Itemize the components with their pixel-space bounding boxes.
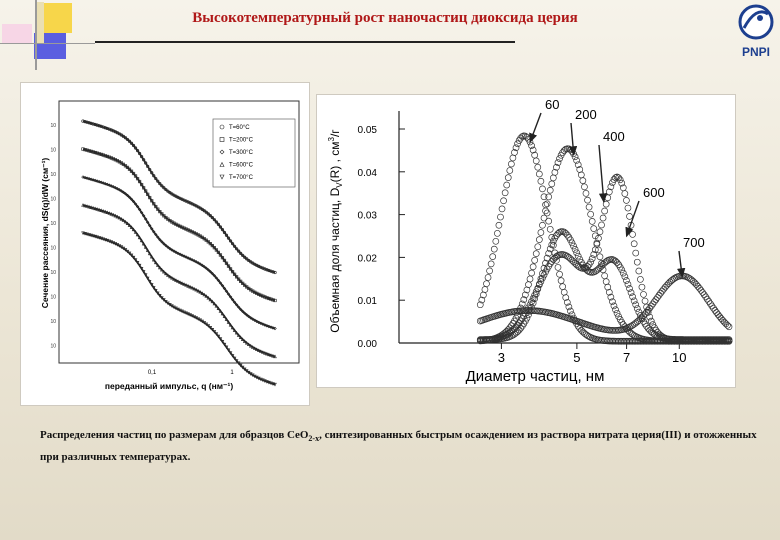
- right-data-point: [508, 161, 514, 167]
- left-y-tick: 10: [50, 245, 56, 252]
- right-data-point: [529, 270, 535, 276]
- right-y-tick-label: 0.05: [357, 125, 377, 136]
- right-data-point: [648, 318, 654, 324]
- right-data-point: [560, 284, 566, 290]
- right-data-point: [507, 168, 513, 174]
- right-data-point: [599, 222, 605, 228]
- right-data-point: [633, 250, 639, 256]
- right-y-tick-label: 0.01: [357, 296, 377, 308]
- right-data-point: [536, 237, 542, 243]
- right-arrow: [530, 113, 541, 142]
- right-x-axis-label: Диаметр частиц, нм: [465, 368, 605, 385]
- right-data-point: [715, 312, 721, 318]
- left-y-tick-group: [50, 123, 56, 350]
- right-data-point: [487, 268, 493, 274]
- title-divider: [95, 41, 515, 43]
- right-series-label: 400: [603, 129, 625, 144]
- right-data-point: [547, 226, 553, 232]
- right-data-point: [543, 208, 549, 214]
- right-data-point: [662, 284, 668, 290]
- left-legend-label: T=200°C: [229, 137, 253, 144]
- right-data-point: [640, 291, 646, 297]
- right-data-point: [642, 298, 648, 304]
- right-data-point: [622, 191, 628, 197]
- right-data-point: [696, 285, 702, 291]
- right-data-point: [536, 171, 542, 177]
- right-x-tick-label: 5: [573, 350, 581, 365]
- right-y-axis-label: Объемная доля частиц, $D_V(R)$ , $см^3/г$: [327, 129, 344, 333]
- size-distribution-chart-panel: [316, 94, 736, 388]
- right-data-point: [538, 178, 544, 184]
- right-data-point: [535, 244, 541, 250]
- right-data-point: [546, 194, 552, 200]
- right-x-tick-group: [498, 343, 687, 365]
- left-legend-label: T=600°C: [229, 162, 253, 169]
- right-data-point: [585, 197, 591, 203]
- left-y-tick: 10: [50, 270, 56, 276]
- left-y-axis-label: Сечение рассеяния, dS(q)/dW (см⁻¹): [40, 157, 50, 309]
- right-data-point: [630, 294, 636, 300]
- atom-orbit-icon: [740, 6, 772, 38]
- right-data-point: [557, 271, 563, 277]
- right-data-point: [602, 208, 608, 214]
- right-data-point: [491, 246, 497, 252]
- right-data-point: [633, 302, 639, 308]
- right-data-point: [597, 254, 603, 260]
- right-y-tick-label: 0.00: [357, 339, 377, 350]
- right-data-point: [558, 278, 564, 284]
- right-data-point: [530, 264, 536, 270]
- right-data-point: [628, 290, 634, 296]
- right-data-point: [533, 158, 539, 164]
- logo-text: PNPI: [741, 45, 771, 59]
- right-data-point: [505, 175, 511, 181]
- right-data-point: [639, 284, 645, 290]
- right-data-point: [502, 190, 508, 196]
- decor-vertical-line: [35, 0, 37, 70]
- right-data-point: [483, 281, 489, 287]
- left-y-tick: 10: [50, 294, 56, 301]
- right-data-point: [714, 310, 720, 316]
- right-data-point: [718, 316, 724, 322]
- right-data-point: [720, 317, 726, 323]
- right-data-point: [611, 303, 617, 309]
- right-data-point: [591, 226, 597, 232]
- right-series-label: 700: [683, 235, 705, 250]
- right-data-point: [625, 205, 631, 211]
- right-data-point: [603, 201, 609, 207]
- caption-text-1: Распределения частиц по размерам для образцов CeO: [40, 429, 309, 441]
- right-data-point: [527, 276, 533, 282]
- right-data-point: [597, 229, 603, 235]
- right-data-point: [532, 152, 538, 158]
- right-data-point: [581, 184, 587, 190]
- right-data-point: [623, 197, 629, 203]
- right-data-point: [583, 190, 589, 196]
- left-y-tick: 10: [50, 343, 56, 350]
- right-data-point: [541, 215, 547, 221]
- left-legend-label: T=300°C: [229, 150, 253, 156]
- right-data-point: [695, 283, 701, 289]
- right-data-point: [622, 274, 628, 280]
- right-data-point: [659, 288, 665, 294]
- left-y-tick: 10: [50, 123, 56, 129]
- decor-square-pink: [2, 24, 32, 44]
- left-x-tick: 1: [230, 370, 234, 376]
- right-data-point: [544, 201, 550, 207]
- right-series-label: 60: [545, 97, 560, 112]
- right-y-tick-label: 0.04: [357, 167, 377, 179]
- right-data-point: [493, 238, 499, 244]
- right-data-point: [538, 229, 544, 235]
- right-data-point: [497, 214, 503, 220]
- right-data-point: [532, 257, 538, 263]
- left-legend-label: T=700°C: [229, 175, 253, 181]
- right-data-point: [600, 215, 606, 221]
- right-data-point: [510, 155, 516, 161]
- right-data-point: [557, 156, 563, 162]
- right-data-point: [490, 254, 496, 260]
- right-data-point: [533, 251, 539, 257]
- right-data-point: [485, 274, 491, 280]
- right-data-point: [634, 306, 640, 312]
- right-y-tick-label: 0.02: [357, 253, 377, 265]
- right-data-point: [499, 206, 505, 212]
- right-data-point: [623, 277, 629, 283]
- right-series-label: 600: [643, 185, 665, 200]
- right-data-point: [625, 281, 631, 287]
- right-data-point: [535, 164, 541, 170]
- right-data-point: [603, 279, 609, 285]
- right-data-point: [608, 184, 614, 190]
- left-legend-label: T=60°C: [229, 125, 250, 131]
- caption-subscript: 2-x: [308, 434, 320, 444]
- right-data-point: [631, 241, 637, 247]
- pnpi-logo: [734, 2, 778, 62]
- right-data-point: [589, 256, 595, 262]
- right-data-point: [547, 187, 553, 193]
- right-data-point: [567, 308, 573, 314]
- left-y-tick: 10: [50, 221, 56, 227]
- decor-square-small: [36, 2, 44, 44]
- right-data-point: [550, 175, 556, 181]
- right-data-point: [494, 230, 500, 236]
- right-data-point: [627, 286, 633, 292]
- right-data-point: [580, 178, 586, 184]
- right-y-tick-label: 0.03: [357, 210, 377, 222]
- figure-caption: [40, 426, 760, 466]
- left-x-axis-label: переданный импульс, q (нм⁻¹): [104, 381, 234, 391]
- left-y-tick: 10: [50, 172, 56, 178]
- right-data-point: [613, 307, 619, 313]
- right-data-point: [627, 213, 633, 219]
- right-data-point: [496, 222, 502, 228]
- right-data-point: [525, 282, 531, 288]
- decor-horizontal-line: [0, 43, 95, 44]
- right-data-point: [637, 276, 643, 282]
- right-data-point: [574, 250, 580, 256]
- right-data-point: [578, 172, 584, 178]
- left-legend: [213, 119, 295, 187]
- right-data-point: [594, 241, 600, 247]
- right-data-point: [698, 287, 704, 293]
- slide-title: Высокотемпературный рост наночастиц диоксида церия: [192, 10, 578, 26]
- right-data-point: [630, 231, 636, 237]
- right-data-point: [549, 181, 555, 187]
- right-x-tick-label: 7: [622, 350, 631, 365]
- right-arrow-group: [530, 97, 705, 277]
- left-y-tick: 10: [50, 147, 56, 154]
- right-data-point: [634, 259, 640, 265]
- right-data-point: [539, 186, 545, 192]
- right-data-point: [636, 268, 642, 274]
- right-data-point: [501, 198, 507, 204]
- right-x-tick-label: 3: [497, 350, 506, 365]
- right-data-point: [539, 222, 545, 228]
- right-data-point: [482, 287, 488, 293]
- right-y-tick-group: [358, 125, 405, 350]
- right-data-point: [488, 261, 494, 267]
- caption-text-2: , синтезированных быстрым осаждением из раствора нитрата церия(III) и отожженных при различных температурах.: [40, 429, 757, 464]
- left-y-tick: 10: [50, 196, 56, 203]
- right-data-point: [555, 264, 561, 270]
- right-data-point: [661, 286, 667, 292]
- right-arrow: [599, 145, 604, 202]
- right-data-point: [602, 273, 608, 279]
- left-x-tick: 0,1: [147, 370, 157, 376]
- right-data-point: [645, 325, 651, 331]
- scattering-chart-panel: [20, 82, 310, 406]
- right-data-point: [572, 246, 578, 252]
- right-data-point: [588, 211, 594, 217]
- right-arrow: [627, 201, 639, 236]
- right-x-tick-label: 10: [672, 350, 687, 365]
- right-data-point: [658, 290, 664, 296]
- right-data-point: [589, 218, 595, 224]
- right-data-point: [504, 182, 510, 188]
- right-data-point: [717, 314, 723, 320]
- right-series-label: 200: [575, 107, 597, 122]
- left-y-tick: 10: [50, 319, 56, 325]
- right-data-point: [605, 195, 611, 201]
- right-data-point: [586, 204, 592, 210]
- right-data-point: [631, 298, 637, 304]
